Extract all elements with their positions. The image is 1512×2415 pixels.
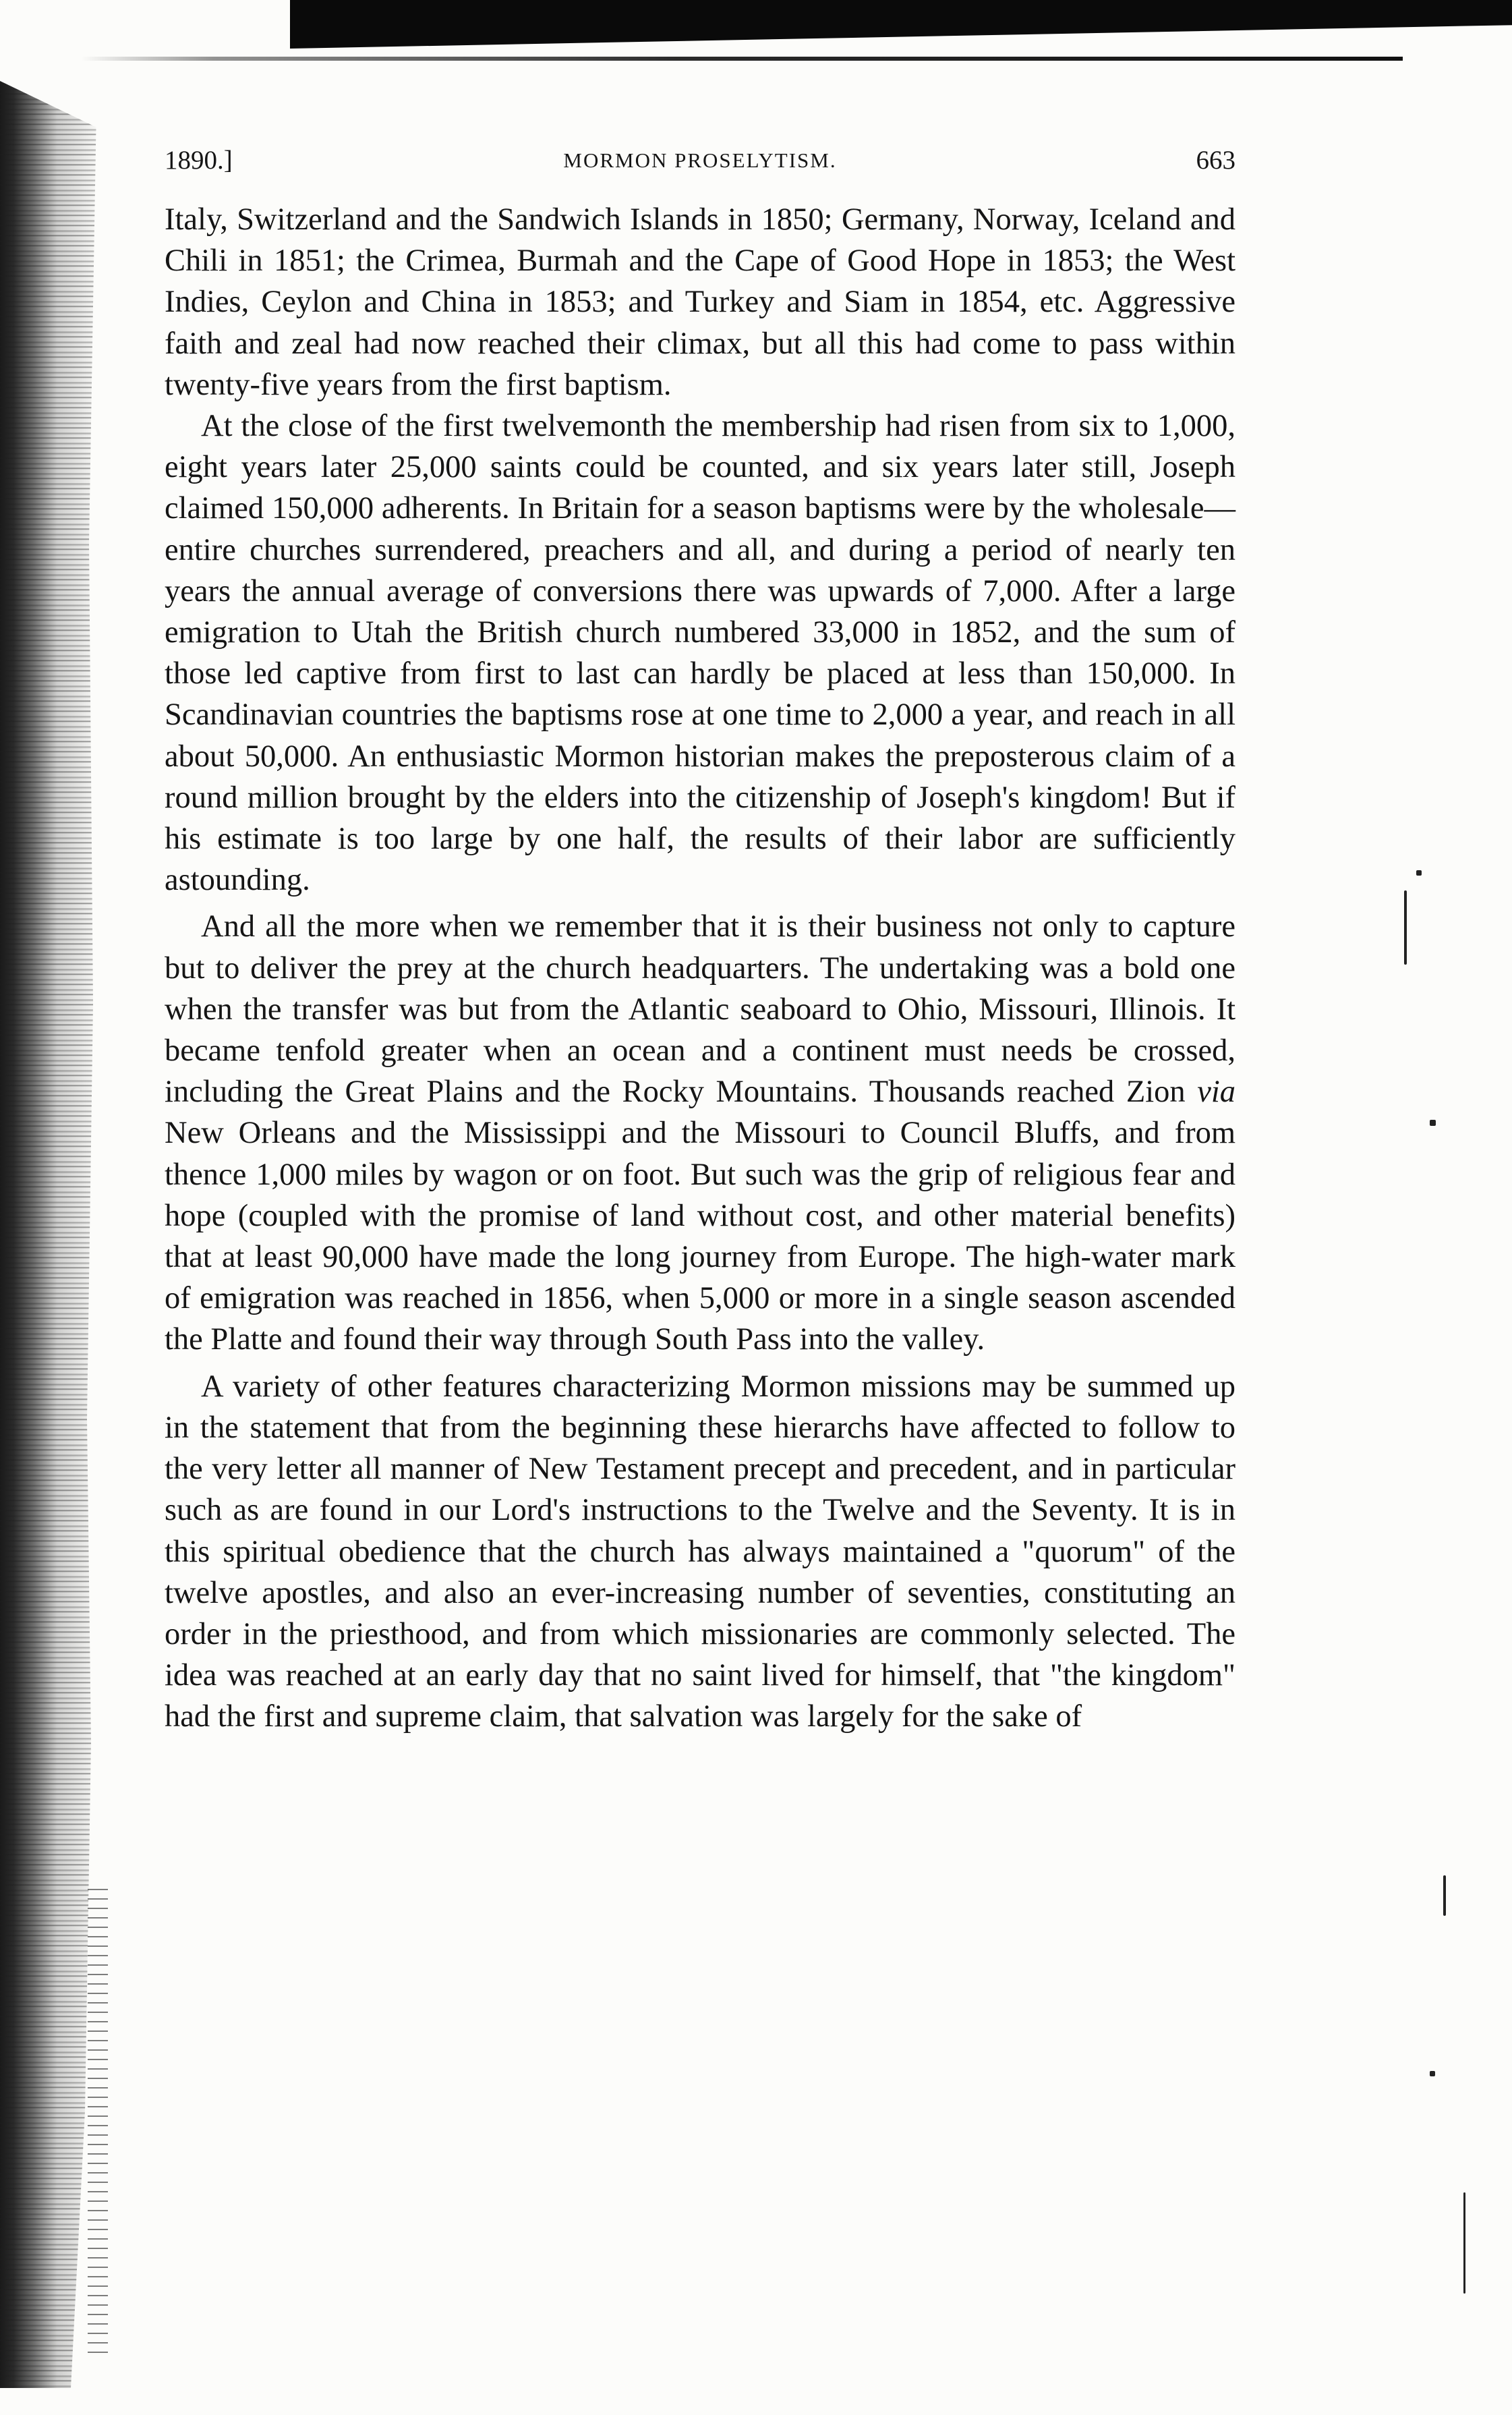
binding-edge-lower	[88, 1889, 108, 2361]
margin-speck	[1430, 2071, 1435, 2076]
page-number: 663	[1196, 146, 1235, 175]
running-header	[165, 140, 1235, 181]
header-year: 1890.]	[165, 146, 233, 175]
scan-top-edge	[290, 0, 1512, 49]
binding-edge	[0, 81, 101, 2388]
top-rule	[81, 57, 1403, 61]
margin-speck	[1443, 1875, 1446, 1916]
margin-speck	[1463, 2192, 1465, 2294]
paragraph-3-text-b: New Orleans and the Mississippi and the Missouri to Council Bluffs, and from thence 1,000 miles by wagon or on foot. But such was the grip of religious fear and hope (coupled with the promise of land without cost, and other material benefits) that at least 90,000 have made the long journey from Europe. The high-water mark of emigration was reached in 1856, when 5,000 or more in a single season ascended the Platte and found their way through South Pass into the valley.	[165, 1116, 1235, 1357]
paragraph-2: At the close of the first twelvemonth the membership had risen from six to 1,000, eight years later 25,000 saints could be counted, and six years later still, Joseph claimed 150,000 adherents. In Britain for a season baptisms were by the wholesale—entire churches surrendered, preachers and all, and during a period of nearly ten years the annual average of conversions there was upwards of 7,000. After a large emigration to Utah the British church numbered 33,000 in 1852, and the sum of those led captive from first to last can hardly be placed at less than 150,000. In Scandinavian countries the baptisms rose at one time to 2,000 a year, and reach in all about 50,000. An enthusiastic Mormon historian makes the preposterous claim of a round million brought by the elders into the citizenship of Joseph's kingdom! But if his estimate is too large by one half, the results of their labor are sufficiently astounding.	[165, 409, 1235, 898]
margin-speck	[1416, 870, 1422, 876]
body-text	[165, 199, 1235, 1738]
paragraph-3-text-a: And all the more when we remember that it is their business not only to capture but to deliver the prey at the church headquarters. The undertaking was a bold one when the transfer was but from the Atlantic seaboard to Ohio, Missouri, Illinois. It became tenfold greater when an ocean and a continent must needs be crossed, including the Great Plains and the Rocky Mountains. Thousands reached Zion	[165, 909, 1235, 1110]
margin-speck	[1430, 1120, 1436, 1126]
margin-speck	[1404, 890, 1407, 965]
running-title: MORMON PROSELYTISM.	[563, 148, 837, 172]
paragraph-3	[165, 906, 1235, 1360]
paragraph-4: A variety of other features characterizing Mormon missions may be summed up in the statement that from the beginning these hierarchs have affected to follow to the very letter all manner of New Testament precept and precedent, and in particular such as are found in our Lord's instructions to the Twelve and the Seventy. It is in this spiritual obedience that the church has always maintained a "quorum" of the twelve apostles, and also an ever-increasing number of seventies, constituting an order in the priesthood, and from which missionaries are commonly selected. The idea was reached at an early day that no saint lived for himself, that "the kingdom" had the first and supreme claim, that salvation was largely for the sake of	[165, 1369, 1235, 1734]
paragraph-1: Italy, Switzerland and the Sandwich Islands in 1850; Germany, Norway, Iceland and Chili in 1851; the Crimea, Burmah and the Cape of Good Hope in 1853; the West Indies, Ceylon and China in 1853; and Turkey and Siam in 1854, etc. Aggressive faith and zeal had now reached their climax, but all this had come to pass within twenty-five years from the first baptism.	[165, 202, 1235, 402]
paragraph-3-italic-via: via	[1197, 1075, 1235, 1110]
